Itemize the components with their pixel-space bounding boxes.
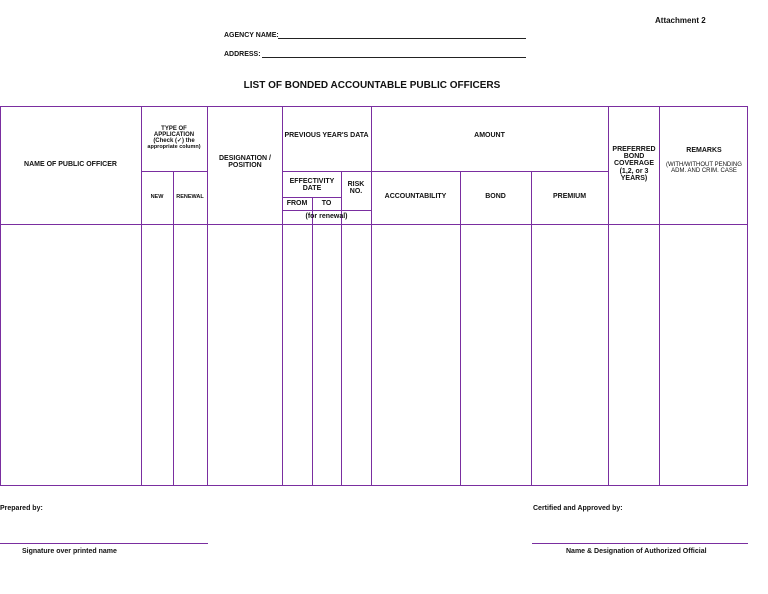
agency-name-label: AGENCY NAME: — [224, 32, 279, 39]
header-to: TO — [321, 199, 332, 207]
address-label: ADDRESS: — [224, 51, 261, 58]
address-line[interactable] — [262, 57, 526, 58]
form-title: LIST OF BONDED ACCOUNTABLE PUBLIC OFFICERS — [243, 80, 501, 91]
type-of-application-label: TYPE OF APPLICATION — [153, 125, 195, 138]
header-risk-no: RISK NO. — [347, 180, 365, 195]
header-name-of-public-officer: NAME OF PUBLIC OFFICER — [24, 161, 117, 169]
header-designation-position: DESIGNATION / POSITION — [219, 154, 271, 169]
certified-by-label: Certified and Approved by: — [533, 505, 623, 512]
header-effectivity-date: EFFECTIVITY DATE — [289, 177, 335, 192]
type-note-line-2: appropriate column) — [147, 143, 201, 150]
header-remarks: REMARKS — [686, 147, 722, 155]
header-amount: AMOUNT — [474, 132, 505, 140]
approved-signature-line[interactable] — [532, 543, 748, 544]
header-previous-years-data: PREVIOUS YEAR'S DATA — [284, 132, 369, 140]
attachment-label: Attachment 2 — [655, 16, 706, 25]
type-note-line-1: (Check (✓) the — [153, 138, 195, 145]
signature-over-printed-name-label: Signature over printed name — [22, 548, 117, 555]
header-remarks-note: (WITH/WITHOUT PENDING ADM. AND CRIM. CASE — [666, 161, 742, 174]
header-accountability: ACCOUNTABILITY — [384, 193, 447, 201]
header-from: FROM — [286, 199, 308, 207]
header-premium: PREMIUM — [552, 193, 587, 201]
header-bond: BOND — [485, 193, 506, 201]
officers-table — [0, 106, 748, 486]
agency-name-line[interactable] — [278, 38, 526, 39]
header-preferred-bond-coverage: PREFERRED BOND COVERAGE (1,2, or 3 YEARS) — [612, 145, 656, 183]
header-for-renewal: (for renewal) — [305, 213, 348, 221]
header-renewal: RENEWAL — [176, 193, 204, 200]
authorized-official-label: Name & Designation of Authorized Official — [566, 548, 707, 555]
header-new: NEW — [150, 193, 164, 200]
header-type-of-application — [141, 120, 207, 156]
prepared-by-label: Prepared by: — [0, 505, 43, 512]
prepared-signature-line[interactable] — [0, 543, 208, 544]
